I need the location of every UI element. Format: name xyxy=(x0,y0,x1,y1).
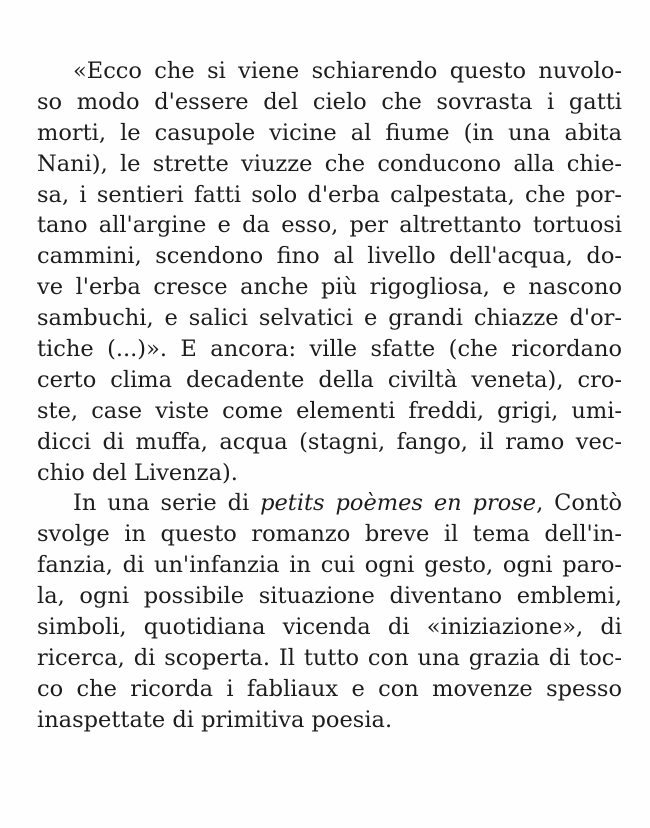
text-line xyxy=(37,488,622,519)
text-line: dicci di muffa, acqua (stagni, fango, il ramo vec- xyxy=(37,428,622,455)
text-line: ve l'erba cresce anche più rigogliosa, e nascono xyxy=(37,274,622,301)
text-line: co che ricorda i fabliaux e con movenze spesso xyxy=(37,675,622,702)
text-line: svolge in questo romanzo breve il tema dell'in- xyxy=(37,521,622,548)
text-line: morti, le casupole vicine al fiume (in una abita xyxy=(37,119,622,146)
text-line: «Ecco che si viene schiarendo questo nuvolo- xyxy=(73,58,622,84)
text-line: simboli, quotidiana vicenda di «iniziazione», di xyxy=(37,614,622,641)
text-line: tiche (...)». E ancora: ville sfatte (che ricordano xyxy=(37,336,622,363)
text-line: tano all'argine e da esso, per altrettanto tortuosi xyxy=(37,212,622,239)
italic-title: petits poèmes en prose xyxy=(260,490,537,517)
text-line: certo clima decadente della civiltà veneta), cro- xyxy=(37,366,622,393)
text-line: sambuchi, e salici selvatici e grandi chiazze d'or- xyxy=(37,305,622,332)
text-run: , Contò xyxy=(536,490,622,517)
body-text xyxy=(37,56,622,736)
text-line: chio del Livenza). xyxy=(37,459,238,486)
text-line: so modo d'essere del cielo che sovrasta i gatti xyxy=(37,88,622,115)
paragraph-1 xyxy=(37,56,622,488)
text-line: sa, i sentieri fatti solo d'erba calpestata, che por- xyxy=(37,181,622,208)
text-run: In una serie di xyxy=(73,490,261,517)
text-line: fanzia, di un'infanzia in cui ogni gesto, ogni paro- xyxy=(37,552,622,579)
text-line: cammini, scendono fino al livello dell'acqua, do- xyxy=(37,243,622,270)
text-line: Nani), le strette viuzze che conducono alla chie- xyxy=(37,150,622,177)
paragraph-2 xyxy=(37,488,622,735)
text-line: la, ogni possibile situazione diventano emblemi, xyxy=(37,583,622,610)
text-line: inaspettate di primitiva poesia. xyxy=(37,706,393,733)
text-line: ste, case viste come elementi freddi, grigi, umi- xyxy=(37,397,622,424)
text-line: ricerca, di scoperta. Il tutto con una grazia di toc- xyxy=(37,644,622,671)
